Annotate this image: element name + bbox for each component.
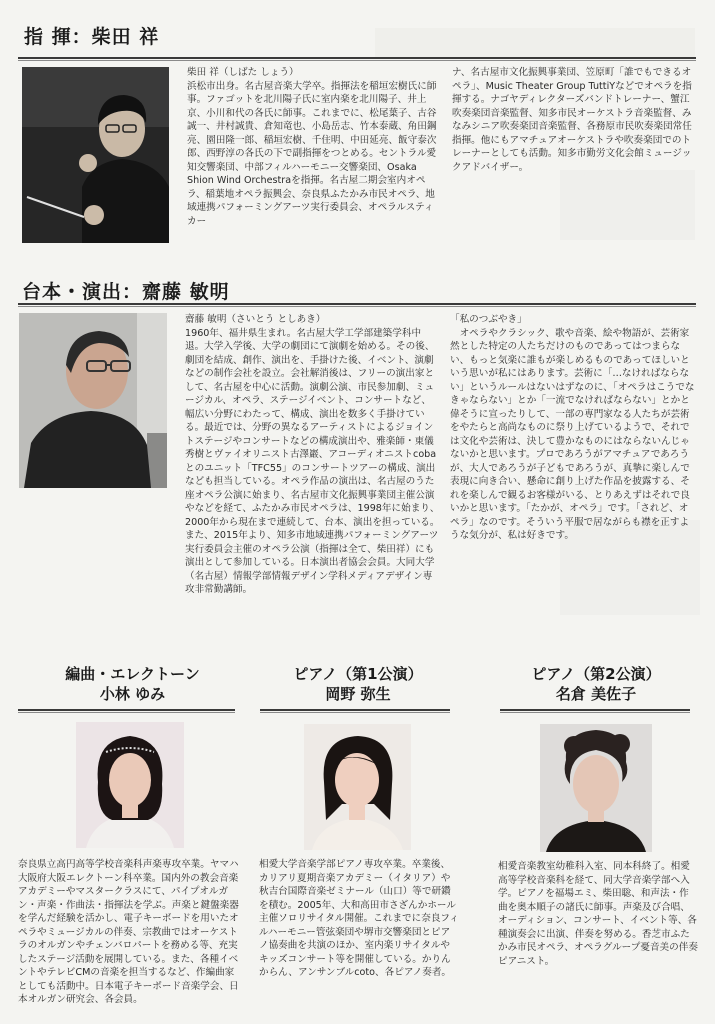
pianist1-bio-text: 相愛大学音楽学部ピアノ専攻卒業。卒業後、カリアリ夏期音楽アカデミー（イタリア）や秋吉台国際音楽ゼミナール（山口）等で研鑽を積む。2005年、大和高田市さざんかホール主催ソロリサイタル開催。これまでに奈良フィルハーモニー管弦楽団や堺市交響楽団とピアノ協奏曲を共演のほか、室内楽リサイタルやキッズコンサート等を開催している。かりんからん、アンサンブルcoto、各ピアノ奏者。 — [259, 859, 459, 978]
pianist2-bio-text: 相愛音楽教室幼稚科入室、同本科終了。相愛高等学校音楽科を経て、同大学音楽学部へ入学。ピアノを福場エミ、柴田聡、和声法・作曲を奥本順子の諸氏に師事。声楽及び合唱、オーディション、コンサート、イベント等、各種演奏会に出演、伴奏を努める。香芝市ふたかみ市民オペラ、オペラグループ憂音美の伴奏ピアニスト。 — [498, 861, 698, 967]
arranger-role: 編曲・エレクトーン — [65, 665, 200, 683]
conductor-heading-rule — [18, 57, 696, 61]
director-bio-text: 1960年、福井県生まれ。名古屋大学工学部建築学科中退。大学入学後、大学の劇団にて演劇を始める。その後、劇団を結成、創作、演出を、手掛けた後、イベント、演劇などの制作会社を設立。会社解消後は、フリーの演出家として、名古屋を中心に活動。演劇公演、市民参加劇、ミュージカル、オペラ、ステージイベント、コンサートなど、幅広い分野にわたって、構成、演出を数多く手掛けている。最近では、分野の異なるアーティストによるジョイントステージやコンサートなどの構成演出や、雅楽師・東儀秀樹とヴァイオリニスト古澤巖、アコーディオニストcobaとのユニット「TFC55」のコンサートツアーの構成、演出なども担当している。オペラ作品の演出は、名古屋のうた座オペラ公演に始まり、名古屋市文化振興事業団主催公演やなどを経て、ふたかみ市民オペラは、1998年に始まり、2000年から現在まで連続して、台本、演出を担っている。また、2015年より、知多市地域連携パフォーミングアーツ実行委員会主催のオペラ公演（指揮は全て、柴田祥）にも演出として参加している。日本演出者協会会員。大同大学（名古屋）情報学部情報デザイン学科メディアデザイン専攻非常勤講師。 — [185, 327, 440, 595]
arranger-name: 小林 ゆみ — [99, 685, 166, 703]
pianist1-role: ピアノ（第1公演） — [293, 665, 423, 683]
pianist1-heading — [258, 664, 458, 704]
arranger-heading — [20, 664, 245, 704]
pianist1-photo — [304, 724, 411, 850]
conductor-heading: 指 揮：柴田 祥 — [24, 26, 160, 48]
pianist2-name: 名倉 美佐子 — [555, 685, 637, 703]
conductor-bio-text-1: 浜松市出身。名古屋音楽大学卒。指揮法を稲垣宏樹氏に師事。ファゴットを北川陽子氏に室内楽を北川陽子、井上京、小川和代の各氏に師事。これまでに、松尾葉子、古谷誠一、井村誠貴、倉知竜也、小島岳志、竹本泰蔵、角田鋼亮、園田隆一郎、稲垣宏樹、千住明、中田延亮、飯守泰次郎、西野淳の各氏の下で副指揮をつとめる。セントラル愛知交響楽団、中部フィルハーモニー交響楽団、Osaka Shion Wind Orchestraを指揮。名古屋二期会室内オペラ、稲葉地オペラ振興会、奈良県ふたかみ市民オペラ、地域連携パフォーミングアーツ実行委員会、オペラルスティカー — [187, 80, 437, 227]
arranger-bio-text: 奈良県立高円高等学校音楽科声楽専攻卒業。ヤマハ大阪府大阪エレクトーン科卒業。国内外の教会音楽アカデミーやマスタークラスにて、パイプオルガン・声楽・作曲法・指揮法を学ぶ。声楽と鍵盤楽器を学んだ経験を活かし、電子キーボードを用いたオペラやミュージカルの伴奏、宗教曲ではオーケストラのオルガンやチェンバロパートを務める等、充実したステージ活動を展開している。また、各種イベントやテレビCMの音楽を担当するなど、作編曲家としても活動中。日本電子キーボード音楽学会、日本オルガン研究会、各会員。 — [18, 859, 239, 1005]
arranger-heading-rule — [18, 709, 235, 713]
pianist1-heading-rule — [260, 709, 450, 713]
director-heading: 台本・演出：齋藤 敏明 — [22, 281, 230, 303]
pianist2-bio — [498, 860, 698, 1000]
director-heading-rule — [18, 303, 696, 307]
pianist2-role: ピアノ（第2公演） — [531, 665, 661, 683]
arranger-photo — [76, 722, 184, 848]
pianist2-heading-rule — [500, 709, 690, 713]
pianist1-name: 岡野 弥生 — [325, 685, 391, 703]
conductor-photo — [22, 67, 169, 243]
arranger-bio — [18, 858, 240, 1008]
conductor-bio-text-2: ナ、名古屋市文化振興事業団、笠原町「誰でもできるオペラ」、Music Theater Group TuttiYなどでオペラを指揮する。ナゴヤディレクターズバンドトレーナー、蟹江吹奏楽団音楽監督、知多市民オーケストラ音楽監督、みなみシニア吹奏楽団音楽監督、各務原市民吹奏楽団常任指揮。他にもアマチュアオーケストラや吹奏楽団でのトレーナーとしても活動。知多市勤労文化会館ミュージックアドバイザー。 — [452, 67, 692, 173]
pianist1-bio — [259, 858, 459, 1018]
director-essay-title: 「私のつぶやき」 — [450, 314, 527, 325]
director-essay-text: オペラやクラシック、歌や音楽、絵や物語が、芸術家然とした特定の人たちだけのものであってはつまらない、もっと気楽に誰もが楽しめるものであってほしいという思いが私にはあります。芸術に「…なければならない」というルールはないはずなのに、「オペラはこうでなきゃならない」とか「一流でなければならない」とかと偉そうに宣ったりして、一部の専門家なる人たちが芸術をやたらと高尚なものに祭り上げているようで、それでは文化や芸術は、決して豊かなものにはならないんじゃないかと思います。プロであろうがアマチュアであろうが、大人であろうが子どもであろうが、真摯に楽しんで表現に向き合い、懸命に創り上げた作品を披露する、それを楽しんで観るお客様がいる、とりあえずはそれで良いかと思います。「たかが、オペラ」です。「されど、オペラ」なのです。そういう平服で居ながらも襟を正すような気分が、私は好きです。 — [450, 327, 695, 541]
conductor-bio-column-2 — [452, 66, 692, 186]
pianist2-photo — [540, 724, 652, 852]
show-through-block — [375, 28, 695, 58]
director-name-line: 齋藤 敏明（さいとう としあき） — [185, 314, 326, 325]
director-photo — [19, 313, 167, 488]
pianist2-heading — [498, 664, 694, 704]
director-bio-column — [185, 313, 440, 643]
conductor-bio-column-1 — [187, 66, 442, 276]
director-essay-column — [450, 313, 695, 573]
conductor-name-line: 柴田 祥（しばた しょう） — [187, 67, 299, 78]
